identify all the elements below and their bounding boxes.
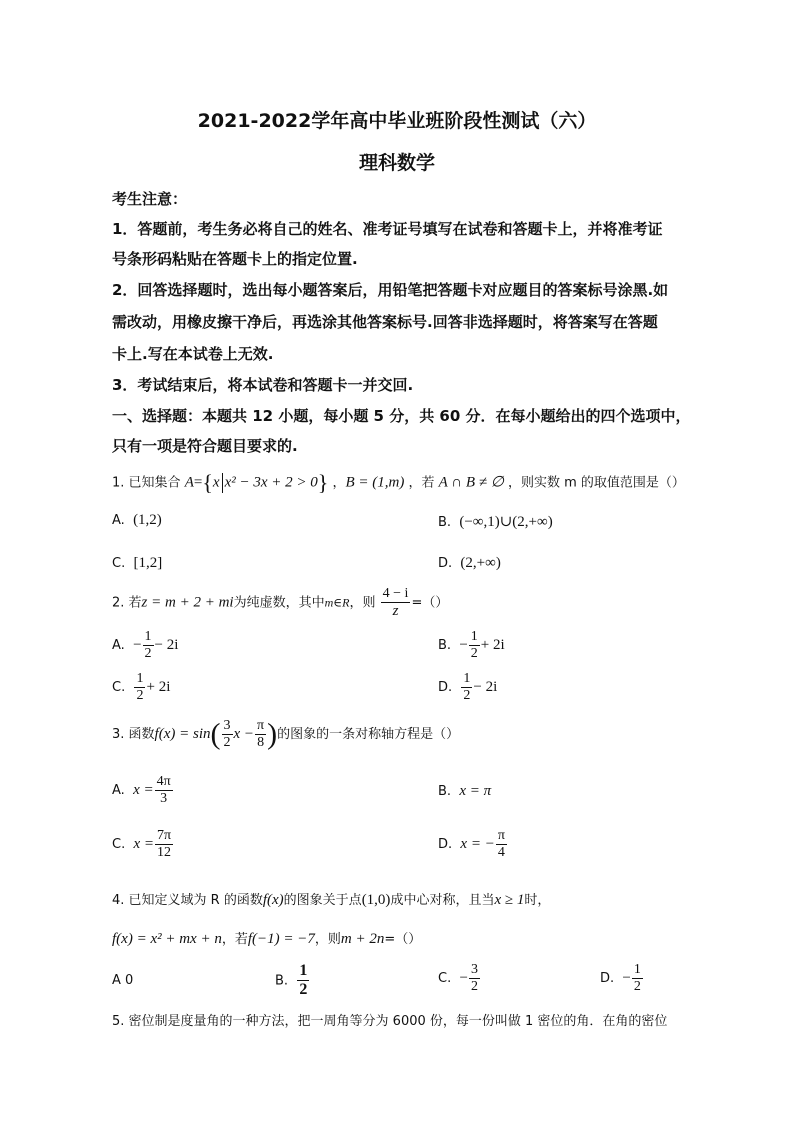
q1-option-a: A. (1,2) [112,512,162,528]
q4-option-c: C. − $\frac{3}{2}$ [438,962,478,995]
q1-mid: ，若 [408,475,435,491]
question-4-line-1: 4. 已知定义域为 R 的函数f(x)的图象关于点(1,0)成中心对称，且当x ≥ 1时， [112,892,551,908]
notice-item-3: 3．考试结束后，将本试卷和答题卡一并交回. [112,376,414,394]
question-2 [112,586,448,620]
question-5-line-1: 5. 密位制是度量角的一种方法，把一周角等分为 6000 份，每一份叫做 1 密位的角．在角的密位 [112,1014,668,1029]
q1-set-a-var: x [212,474,220,491]
q3-prefix: 3. 函数 [112,727,155,743]
question-1: 1. 已知集合 A={x x² − 3x + 2 > 0} ，B = (1,m) ，若 A ∩ B ≠ ∅ ，则实数 m 的取值范围是（） [112,470,685,495]
q4-option-a: A 0 [112,973,134,988]
q2-prefix: 2. 若 [112,595,142,611]
q3-option-c: C. x = $\frac{7\pi}{12}$ [112,828,172,861]
q3-function: f(x) = sin [154,726,211,743]
q2-expression: z = m + 2 + mi [141,594,234,611]
q3-suffix: 的图象的一条对称轴方程是（） [277,727,460,743]
q1-option-b: B. (−∞,1)∪(2,+∞) [438,514,553,530]
section-heading-line-1: 一、选择题：本题共 12 小题，每小题 5 分，共 60 分．在每小题给出的四个选项中， [112,407,691,425]
q3-option-d: D. x = − $\frac{\pi}{4}$ [438,828,505,861]
notice-item-2-line-3: 卡上.写在本试卷上无效. [112,345,274,363]
q2-option-d: D. $\frac{1}{2}$ − 2i [438,671,498,704]
exam-title: 2021-2022学年高中毕业班阶段性测试（六） [197,110,597,132]
q2-option-a: A. − $\frac{1}{2}$ − 2i [112,629,179,662]
q2-suffix: =（） [411,595,449,611]
q2-mid: 为纯虚数，其中 [233,595,325,611]
notice-item-2-line-1: 2．回答选择题时，选出每小题答案后，用铅笔把答题卡对应题目的答案标号涂黑.如 [112,281,669,299]
q4-option-b: B. $\frac{1}{2}$ [275,962,308,999]
q1-prefix: 1. 已知集合 [112,475,181,491]
q1-set-a-name: A [184,474,194,491]
q1-set-a-cond: x² − 3x + 2 > 0 [224,474,318,491]
notice-item-1-line-1: 1．答题前，考生务必将自己的姓名、准考证号填写在试卷和答题卡上，并将准考证 [112,220,663,238]
notice-item-2-line-2: 需改动，用橡皮擦干净后，再选涂其他答案标号.回答非选择题时，将答案写在答题 [112,313,658,331]
q1-option-c: C. [1,2] [112,555,163,571]
notice-heading: 考生注意： [112,190,188,208]
section-heading-line-2: 只有一项是符合题目要求的. [112,437,298,455]
q2-option-c: C. $\frac{1}{2}$ + 2i [112,671,171,704]
exam-subject: 理科数学 [358,152,435,174]
q1-option-d: D. (2,+∞) [438,555,501,571]
q1-set-b: B = (1,m) [345,474,405,491]
q2-domain: m∈R [324,595,350,610]
q2-option-b: B. − $\frac{1}{2}$ + 2i [438,629,505,662]
question-4-line-2: f(x) = x² + mx + n，若f(−1) = −7，则m + 2n=（） [112,931,422,947]
notice-item-1-line-2: 号条形码粘贴在答题卡上的指定位置. [112,250,358,268]
q3-option-a: A. x = $\frac{4\pi}{3}$ [112,774,171,807]
q1-condition: A ∩ B ≠ ∅ [438,474,504,491]
q2-ask: ，则 [349,595,376,611]
q2-fraction: $\frac{4 - i}{z}$ [382,586,409,620]
q4-option-d: D. − $\frac{1}{2}$ [600,962,641,995]
q3-option-b: B. x = π [438,783,492,799]
q1-suffix: ，则实数 m 的取值范围是（） [507,475,685,491]
question-3: 3. 函数f(x) = sin( $\frac{3}{2}$ x − $\frac{\pi}{8}$ )的图象的一条对称轴方程是（） [112,717,460,751]
